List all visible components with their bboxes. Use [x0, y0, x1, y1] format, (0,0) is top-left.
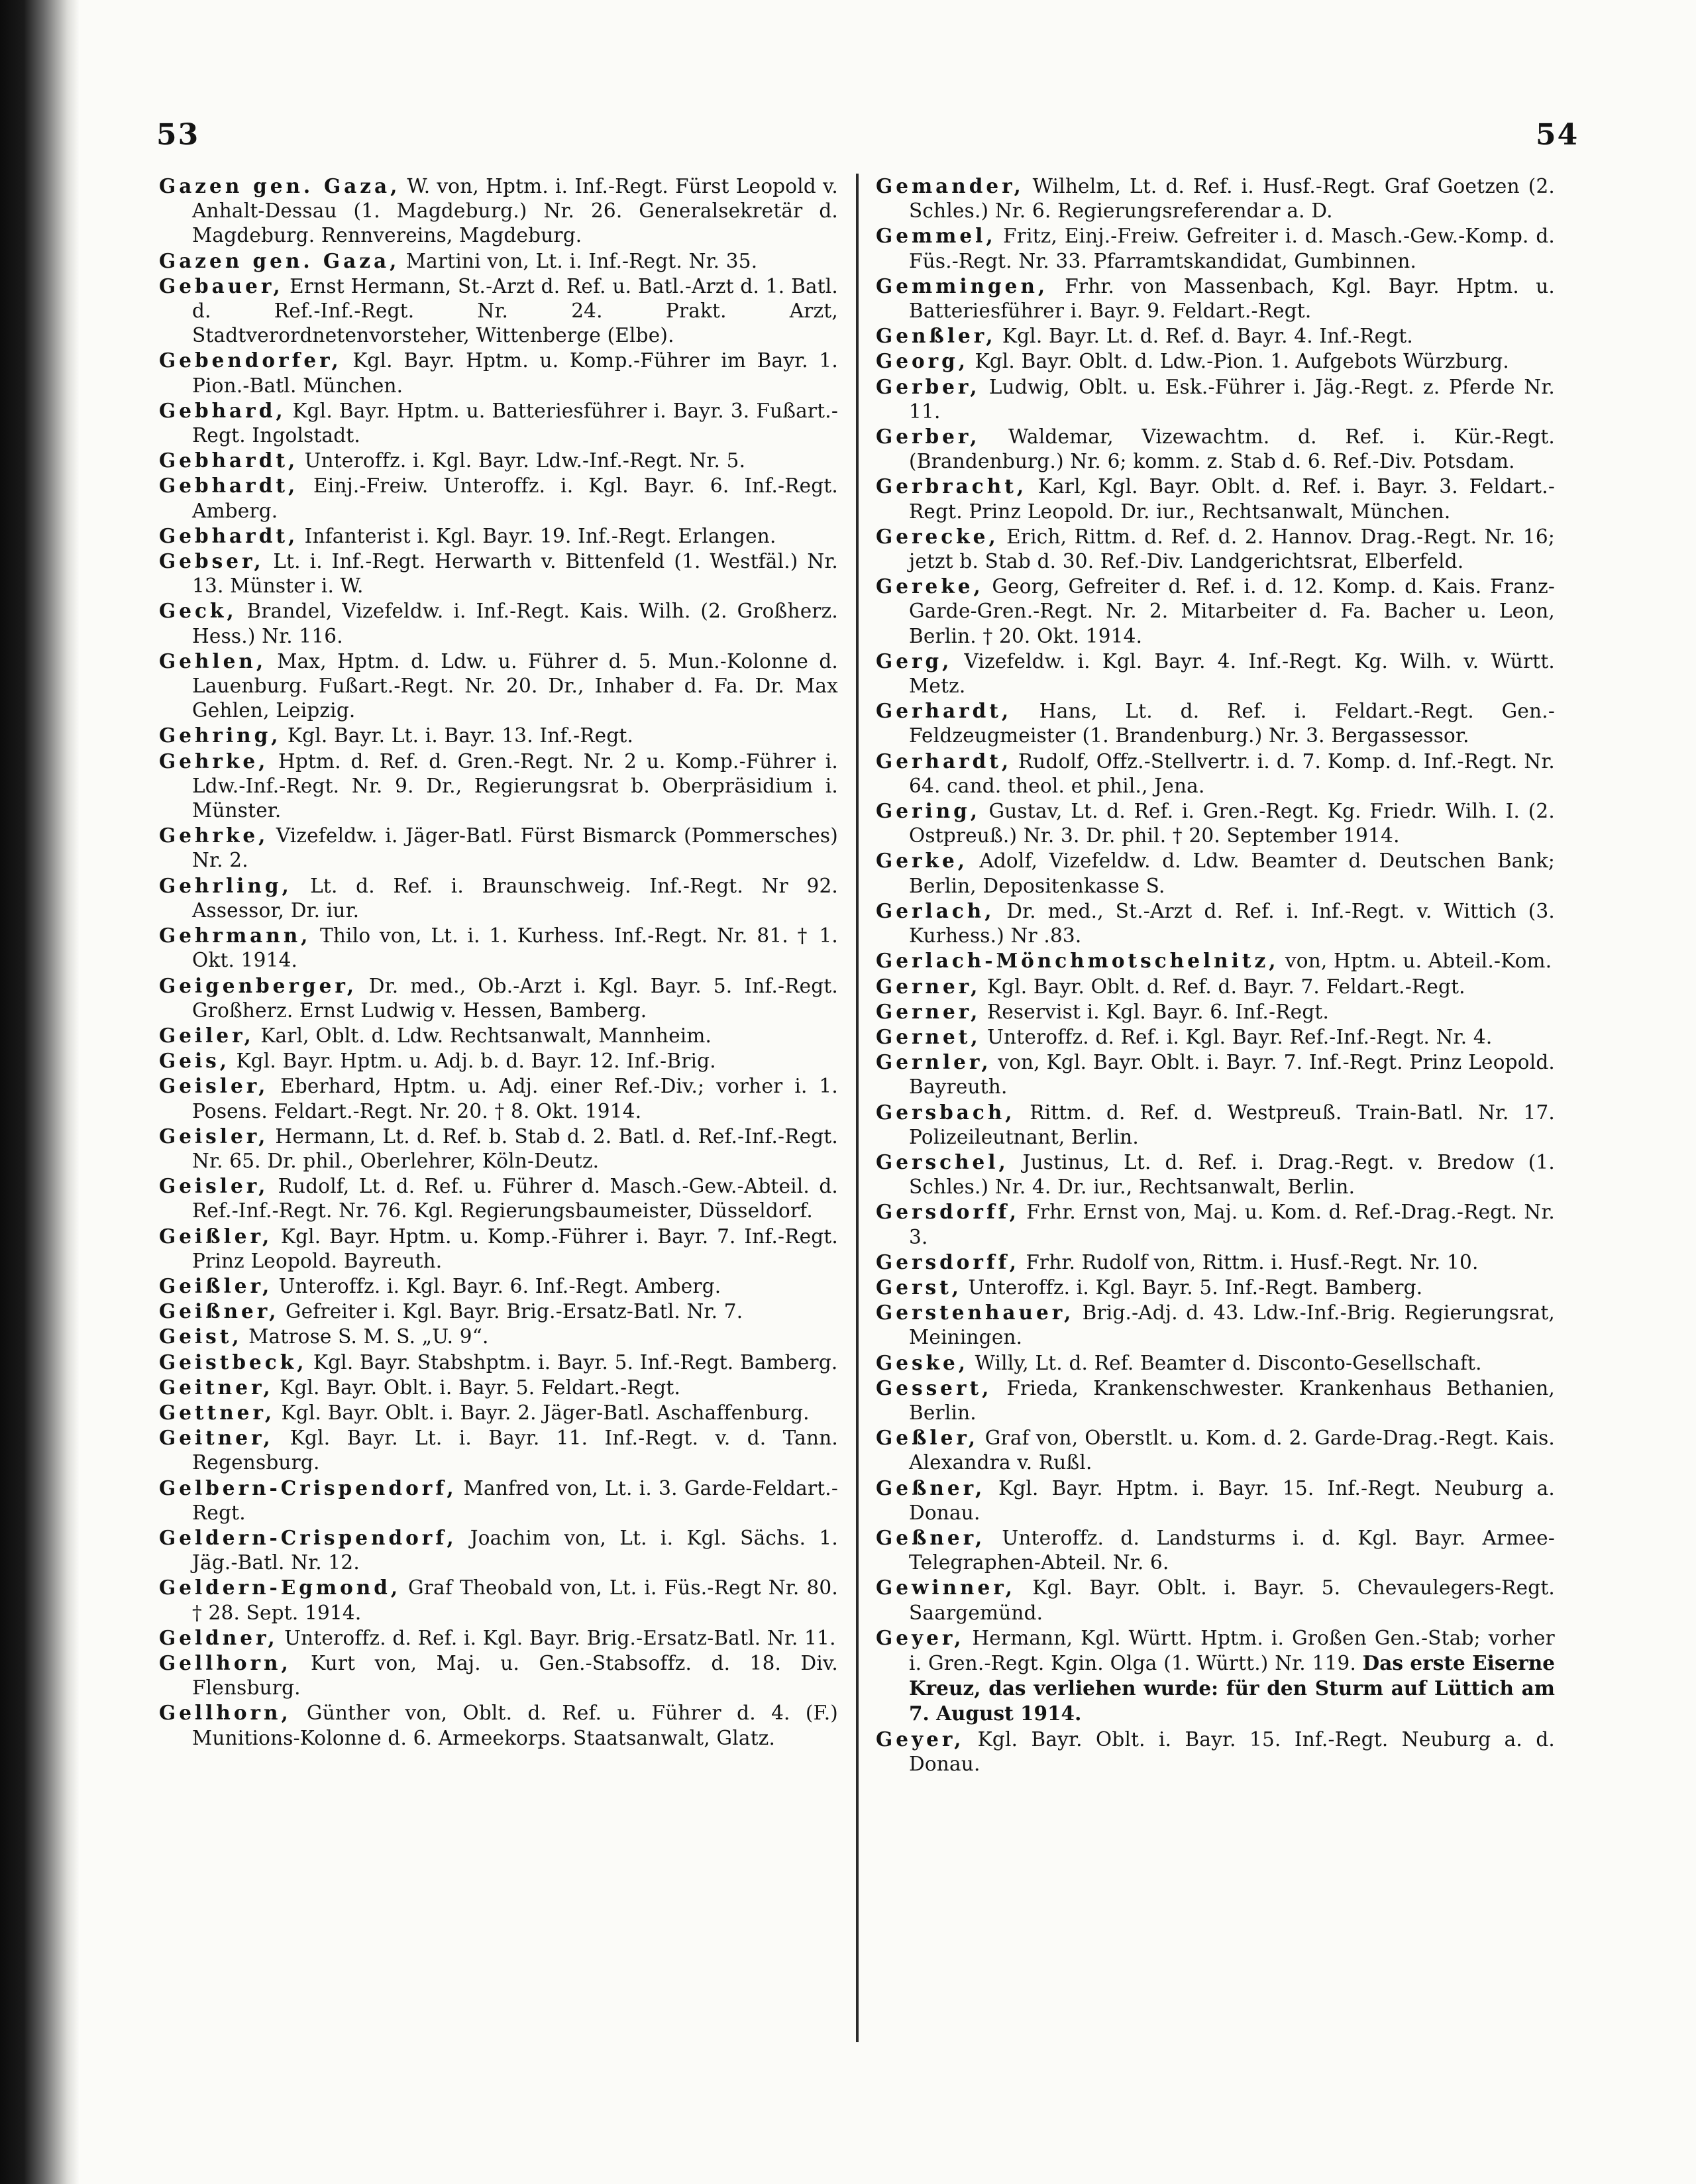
- entry-details: Frhr. Rudolf von, Rittm. i. Husf.-Regt. Nr. 10.: [1026, 1250, 1479, 1274]
- entry-surname: Geisler,: [159, 1124, 269, 1148]
- binding-shadow: [0, 0, 80, 2184]
- entry-details: Kgl. Bayr. Oblt. i. Bayr. 2. Jäger-Batl. Aschaffenburg.: [281, 1401, 810, 1424]
- entry-surname: Gerber,: [876, 374, 980, 398]
- entry-surname: Gebhard,: [159, 398, 286, 422]
- entry-surname: Gerhardt,: [876, 749, 1012, 773]
- directory-entry: [159, 1476, 838, 1525]
- directory-entry: [876, 1250, 1555, 1275]
- directory-entry: [159, 348, 838, 398]
- entry-surname: Gerst,: [876, 1275, 963, 1299]
- entry-details: von, Kgl. Bayr. Oblt. i. Bayr. 7. Inf.-Regt. Prinz Leopold. Bayreuth.: [909, 1051, 1555, 1099]
- entry-surname: Gehring,: [159, 724, 282, 747]
- entry-details: Gefreiter i. Kgl. Bayr. Brig.-Ersatz-Batl. Nr. 7.: [285, 1300, 743, 1323]
- directory-entry: [876, 1100, 1555, 1150]
- entry-surname: Gehrmann,: [159, 924, 311, 948]
- entry-details: Wilhelm, Lt. d. Ref. i. Husf.-Regt. Graf Goetzen (2. Schles.) Nr. 6. Regierungsreferendar a. D.: [909, 175, 1555, 223]
- entry-details: Hans, Lt. d. Ref. i. Feldart.-Regt. Gen.-Feldzeugmeister (1. Brandenburg.) Nr. 3. Bergassessor.: [909, 700, 1555, 747]
- directory-entry: [159, 1299, 838, 1324]
- entry-details: Rudolf, Lt. d. Ref. u. Führer d. Masch.-Gew.-Abteil. d. Ref.-Inf.-Regt. Nr. 76. Kgl. Regierungsbaumeister, Düsseldorf.: [192, 1175, 838, 1223]
- entry-details: Kgl. Bayr. Hptm. u. Adj. b. d. Bayr. 12. Inf.-Brig.: [236, 1050, 716, 1073]
- entry-surname: Geis,: [159, 1049, 231, 1073]
- directory-entry: [876, 1024, 1555, 1050]
- directory-entry: [876, 524, 1555, 574]
- directory-entry: [876, 323, 1555, 349]
- entry-details: Einj.-Freiw. Unteroffz. i. Kgl. Bayr. 6. Inf.-Regt. Amberg.: [192, 474, 838, 522]
- entry-surname: Gereke,: [876, 574, 984, 598]
- entry-details: Dr. med., St.-Arzt d. Ref. i. Inf.-Regt. v. Wittich (3. Kurhess.) Nr .83.: [909, 899, 1555, 948]
- entry-surname: Gerg,: [876, 649, 953, 673]
- directory-entry: [159, 723, 838, 748]
- entry-details: Hermann, Kgl. Württ. Hptm. i. Großen Gen.-Stab; vorher i. Gren.-Regt. Kgin. Olga (1. Württ.) Nr. 119.: [909, 1626, 1555, 1674]
- directory-entry: [876, 374, 1555, 424]
- directory-entry: [876, 1199, 1555, 1249]
- entry-surname: Gebhardt,: [159, 449, 299, 472]
- entry-surname: Gettner,: [159, 1400, 276, 1424]
- entry-details: Gustav, Lt. d. Ref. i. Gren.-Regt. Kg. Friedr. Wilh. I. (2. Ostpreuß.) Nr. 3. Dr. phil. † 20. September 1914.: [909, 800, 1555, 847]
- entry-details: Vizefeldw. i. Kgl. Bayr. 4. Inf.-Regt. Kg. Wilh. v. Württ. Metz.: [909, 649, 1555, 698]
- directory-entry: [876, 749, 1555, 798]
- page-number-left: 53: [156, 118, 200, 152]
- entry-surname: Gellhorn,: [159, 1701, 292, 1725]
- directory-entry: [159, 1274, 838, 1299]
- entry-surname: Geißler,: [159, 1224, 273, 1248]
- entry-details: Frhr. von Massenbach, Kgl. Bayr. Hptm. u. Batteriesführer i. Bayr. 9. Feldart.-Regt.: [909, 274, 1555, 323]
- entry-details: Frhr. Ernst von, Maj. u. Kom. d. Ref.-Drag.-Regt. Nr. 3.: [909, 1201, 1555, 1248]
- directory-entry: [159, 749, 838, 824]
- entry-surname: Gebhardt,: [159, 474, 299, 498]
- entry-surname: Gelbern-Crispendorf,: [159, 1476, 457, 1500]
- entry-surname: Gehlen,: [159, 649, 267, 673]
- entry-details: Graf Theobald von, Lt. i. Füs.-Regt Nr. 80. † 28. Sept. 1914.: [192, 1576, 838, 1624]
- directory-entry: [159, 1625, 838, 1651]
- entry-details: Ernst Hermann, St.-Arzt d. Ref. u. Batl.-Arzt d. 1. Batl. d. Ref.-Inf.-Regt. Nr. 24. Prakt. Arzt, Stadtverordnetenvorsteher, Wittenberge (Elbe).: [192, 274, 838, 347]
- entry-surname: Geldern-Egmond,: [159, 1576, 401, 1600]
- entry-details: von, Hptm. u. Abteil.-Kom.: [1285, 950, 1552, 973]
- entry-details: Kgl. Bayr. Oblt. d. Ref. d. Bayr. 7. Feldart.-Regt.: [986, 975, 1465, 998]
- directory-entry: [159, 1400, 838, 1425]
- entry-details: Unteroffz. i. Kgl. Bayr. 5. Inf.-Regt. Bamberg.: [968, 1276, 1423, 1299]
- entry-surname: Geyer,: [876, 1727, 965, 1751]
- entry-details: Fritz, Einj.-Freiw. Gefreiter i. d. Masch.-Gew.-Komp. d. Füs.-Regt. Nr. 33. Pfarramtskandidat, Gumbinnen.: [909, 225, 1555, 272]
- page-number-right: 54: [1536, 118, 1579, 152]
- entry-details: Rudolf, Offz.-Stellvertr. i. d. 7. Komp. d. Inf.-Regt. Nr. 64. cand. theol. et phil., Jena.: [909, 749, 1555, 797]
- entry-surname: Geske,: [876, 1350, 969, 1374]
- entry-details: Frieda, Krankenschwester. Krankenhaus Bethanien, Berlin.: [909, 1376, 1555, 1424]
- entry-details: Kgl. Bayr. Oblt. i. Bayr. 15. Inf.-Regt. Neuburg a. d. Donau.: [909, 1727, 1555, 1775]
- directory-entry: [876, 649, 1555, 698]
- directory-entry: [876, 999, 1555, 1024]
- entry-surname: Gessert,: [876, 1376, 992, 1399]
- directory-entry: [159, 1350, 838, 1375]
- entry-details: Graf von, Oberstlt. u. Kom. d. 2. Garde-Drag.-Regt. Kais. Alexandra v. Rußl.: [909, 1427, 1555, 1474]
- entry-surname: Georg,: [876, 349, 969, 373]
- directory-entry: [876, 223, 1555, 273]
- entry-surname: Geßner,: [876, 1525, 986, 1549]
- entry-details: Matrose S. M. S. „U. 9“.: [248, 1325, 489, 1348]
- entry-surname: Geck,: [159, 599, 237, 623]
- directory-entry: [876, 474, 1555, 523]
- directory-entry: [159, 973, 838, 1023]
- entry-surname: Geigenberger,: [159, 973, 358, 997]
- entry-surname: Gernler,: [876, 1050, 992, 1074]
- entry-surname: Gerecke,: [876, 524, 999, 548]
- entry-surname: Gerlach,: [876, 899, 995, 922]
- entry-surname: Gazen gen. Gaza,: [159, 248, 400, 272]
- directory-entry: [159, 598, 838, 648]
- entry-details: Kgl. Bayr. Lt. i. Bayr. 11. Inf.-Regt. v. d. Tann. Regensburg.: [192, 1427, 838, 1474]
- directory-entry: [876, 1150, 1555, 1199]
- directory-entry: [159, 248, 838, 274]
- entry-surname: Gersdorff,: [876, 1200, 1020, 1224]
- entry-surname: Gerke,: [876, 849, 968, 873]
- directory-entry: [159, 174, 838, 248]
- entry-details: Joachim von, Lt. i. Kgl. Sächs. 1. Jäg.-Batl. Nr. 12.: [192, 1526, 838, 1574]
- entry-details: Kgl. Bayr. Oblt. d. Ldw.-Pion. 1. Aufgebots Würzburg.: [975, 350, 1509, 373]
- directory-entry: [159, 1425, 838, 1475]
- entry-surname: Gersdorff,: [876, 1250, 1020, 1274]
- entry-surname: Gemmel,: [876, 224, 996, 248]
- directory-entry: [876, 1300, 1555, 1350]
- directory-entry: [876, 1425, 1555, 1475]
- entry-details: Lt. i. Inf.-Regt. Herwarth v. Bittenfeld (1. Westfäl.) Nr. 13. Münster i. W.: [192, 550, 838, 598]
- entry-surname: Geßler,: [876, 1426, 979, 1450]
- directory-entry: [876, 698, 1555, 748]
- entry-details: Hermann, Lt. d. Ref. b. Stab d. 2. Batl. d. Ref.-Inf.-Regt. Nr. 65. Dr. phil., Oberlehrer, Köln-Deutz.: [192, 1124, 838, 1172]
- entry-surname: Geßner,: [876, 1476, 986, 1500]
- entry-surname: Gerhardt,: [876, 699, 1012, 723]
- entry-details: Kgl. Bayr. Hptm. u. Komp.-Führer i. Bayr. 7. Inf.-Regt. Prinz Leopold. Bayreuth.: [192, 1225, 838, 1272]
- entry-details: Justinus, Lt. d. Ref. i. Drag.-Regt. v. Bredow (1. Schles.) Nr. 4. Dr. iur., Rechtsanwalt, Berlin.: [909, 1150, 1555, 1199]
- directory-entry: [876, 1625, 1555, 1727]
- entry-surname: Geiler,: [159, 1023, 254, 1047]
- directory-entry: [159, 873, 838, 923]
- entry-details: Kgl. Bayr. Oblt. i. Bayr. 5. Chevaulegers-Regt. Saargemünd.: [909, 1576, 1555, 1624]
- entry-details: Kurt von, Maj. u. Gen.-Stabsoffz. d. 18. Div. Flensburg.: [192, 1651, 838, 1700]
- entry-details: Manfred von, Lt. i. 3. Garde-Feldart.-Regt.: [192, 1476, 838, 1524]
- entry-surname: Geisler,: [159, 1174, 269, 1198]
- entry-details: Infanterist i. Kgl. Bayr. 19. Inf.-Regt. Erlangen.: [304, 524, 776, 547]
- directory-entry: [159, 1023, 838, 1048]
- entry-details: Adolf, Vizefeldw. d. Ldw. Beamter d. Deutschen Bank; Berlin, Depositenkasse S.: [909, 849, 1555, 897]
- directory-entry: [159, 1073, 838, 1123]
- entry-details: Karl, Oblt. d. Ldw. Rechtsanwalt, Mannheim.: [260, 1024, 712, 1047]
- entry-surname: Gebendorfer,: [159, 349, 342, 372]
- column-divider: [856, 174, 859, 2042]
- directory-entry: [876, 899, 1555, 948]
- entry-surname: Gemmingen,: [876, 274, 1049, 298]
- directory-entry: [876, 974, 1555, 999]
- entry-surname: Genßler,: [876, 324, 996, 348]
- entry-surname: Gerner,: [876, 999, 981, 1023]
- entry-details: Reservist i. Kgl. Bayr. 6. Inf.-Regt.: [986, 1000, 1330, 1023]
- entry-details: Karl, Kgl. Bayr. Oblt. d. Ref. i. Bayr. 3. Feldart.-Regt. Prinz Leopold. Dr. iur., Rechtsanwalt, München.: [909, 475, 1555, 523]
- directory-entry: [876, 948, 1555, 973]
- entry-surname: Gerbracht,: [876, 474, 1028, 498]
- directory-entry: [876, 848, 1555, 898]
- entry-details: Kgl. Bayr. Hptm. u. Batteriesführer i. Bayr. 3. Fußart.-Regt. Ingolstadt.: [192, 399, 838, 447]
- entry-details: Unteroffz. d. Ref. i. Kgl. Bayr. Brig.-Ersatz-Batl. Nr. 11.: [284, 1626, 836, 1649]
- entry-surname: Gewinner,: [876, 1576, 1016, 1600]
- directory-entry: [159, 1375, 838, 1400]
- entry-surname: Gemander,: [876, 174, 1024, 197]
- entry-surname: Gehrling,: [159, 873, 292, 897]
- entry-surname: Geisler,: [159, 1074, 269, 1098]
- entry-note: Das erste Eiserne Kreuz, das verliehen wurde: für den Sturm auf Lüttich am 7. August 1914.: [909, 1651, 1555, 1725]
- entry-surname: Geißner,: [159, 1299, 280, 1323]
- entry-details: Willy, Lt. d. Ref. Beamter d. Disconto-Gesellschaft.: [975, 1351, 1482, 1374]
- directory-entry: [876, 574, 1555, 649]
- directory-entry: [159, 1124, 838, 1174]
- entry-details: Waldemar, Vizewachtm. d. Ref. i. Kür.-Regt. (Brandenburg.) Nr. 6; komm. z. Stab d. 6. Ref.-Div. Potsdam.: [909, 425, 1555, 473]
- entry-details: Kgl. Bayr. Lt. i. Bayr. 13. Inf.-Regt.: [287, 724, 634, 747]
- entry-details: Rittm. d. Ref. d. Westpreuß. Train-Batl. Nr. 17. Polizeileutnant, Berlin.: [909, 1101, 1555, 1148]
- entry-surname: Gersbach,: [876, 1100, 1016, 1124]
- entry-details: Dr. med., Ob.-Arzt i. Kgl. Bayr. 5. Inf.-Regt. Großherz. Ernst Ludwig v. Hessen, Bamberg.: [192, 974, 838, 1022]
- entry-details: Vizefeldw. i. Jäger-Batl. Fürst Bismarck (Pommersches) Nr. 2.: [192, 824, 838, 872]
- directory-entry: [159, 398, 838, 448]
- entry-details: Martini von, Lt. i. Inf.-Regt. Nr. 35.: [405, 249, 758, 272]
- left-column: [159, 174, 838, 1751]
- directory-entry: [876, 274, 1555, 323]
- directory-entry: [159, 1700, 838, 1750]
- entry-surname: Geldern-Crispendorf,: [159, 1525, 457, 1549]
- entry-surname: Gehrke,: [159, 749, 269, 773]
- directory-entry: [876, 1350, 1555, 1376]
- entry-details: Kgl. Bayr. Hptm. i. Bayr. 15. Inf.-Regt. Neuburg a. Donau.: [909, 1476, 1555, 1524]
- directory-entry: [876, 798, 1555, 848]
- directory-entry: [876, 1575, 1555, 1625]
- entry-surname: Gering,: [876, 799, 981, 823]
- entry-details: Brig.-Adj. d. 43. Ldw.-Inf.-Brig. Regierungsrat, Meiningen.: [909, 1301, 1555, 1349]
- directory-entry: [159, 523, 838, 549]
- entry-surname: Gebauer,: [159, 274, 284, 298]
- entry-details: Kgl. Bayr. Oblt. i. Bayr. 5. Feldart.-Regt.: [280, 1376, 681, 1399]
- entry-surname: Geistbeck,: [159, 1350, 307, 1374]
- directory-entry: [159, 1324, 838, 1349]
- directory-entry: [159, 1174, 838, 1223]
- entry-details: Kgl. Bayr. Lt. d. Ref. d. Bayr. 4. Inf.-Regt.: [1002, 325, 1414, 348]
- entry-surname: Gerschel,: [876, 1150, 1009, 1174]
- entry-surname: Geyer,: [876, 1625, 965, 1649]
- directory-entry: [159, 1224, 838, 1274]
- entry-surname: Geitner,: [159, 1375, 274, 1399]
- entry-details: Max, Hptm. d. Ldw. u. Führer d. 5. Mun.-Kolonne d. Lauenburg. Fußart.-Regt. Nr. 20. Dr., Inhaber d. Fa. Dr. Max Gehlen, Leipzig.: [192, 649, 838, 722]
- directory-entry: [159, 473, 838, 523]
- entry-details: Unteroffz. i. Kgl. Bayr. Ldw.-Inf.-Regt. Nr. 5.: [304, 449, 746, 472]
- entry-surname: Gebhardt,: [159, 523, 299, 547]
- entry-details: Unteroffz. i. Kgl. Bayr. 6. Inf.-Regt. Amberg.: [278, 1274, 721, 1297]
- directory-entry: [159, 549, 838, 598]
- entry-surname: Gernet,: [876, 1024, 981, 1048]
- directory-entry: [159, 1525, 838, 1575]
- directory-entry: [159, 448, 838, 473]
- entry-details: Ludwig, Oblt. u. Esk.-Führer i. Jäg.-Regt. z. Pferde Nr. 11.: [909, 375, 1555, 423]
- entry-details: Kgl. Bayr. Hptm. u. Komp.-Führer im Bayr. 1. Pion.-Batl. München.: [192, 349, 838, 397]
- entry-details: Eberhard, Hptm. u. Adj. einer Ref.-Div.; vorher i. 1. Posens. Feldart.-Regt. Nr. 20. † 8. Okt. 1914.: [192, 1075, 838, 1122]
- entry-details: Brandel, Vizefeldw. i. Inf.-Regt. Kais. Wilh. (2. Großherz. Hess.) Nr. 116.: [192, 600, 839, 647]
- entry-details: Erich, Rittm. d. Ref. d. 2. Hannov. Drag.-Regt. Nr. 16; jetzt b. Stab d. 30. Ref.-Div. Landgerichtsrat, Elberfeld.: [909, 525, 1555, 573]
- entry-surname: Gazen gen. Gaza,: [159, 174, 401, 197]
- entry-surname: Gebser,: [159, 549, 264, 573]
- right-column: [876, 174, 1555, 1776]
- entry-surname: Gehrke,: [159, 824, 269, 847]
- directory-entry: [876, 1727, 1555, 1776]
- directory-entry: [159, 1575, 838, 1625]
- entry-surname: Geißler,: [159, 1274, 273, 1297]
- entry-details: Kgl. Bayr. Stabshptm. i. Bayr. 5. Inf.-Regt. Bamberg.: [313, 1350, 838, 1374]
- entry-details: Georg, Gefreiter d. Ref. i. d. 12. Komp. d. Kais. Franz-Garde-Gren.-Regt. Nr. 2. Mitarbeiter d. Fa. Bacher u. Leon, Berlin. † 20. Okt. 1914.: [909, 575, 1555, 647]
- entry-details: Unteroffz. d. Landsturms i. d. Kgl. Bayr. Armee-Telegraphen-Abteil. Nr. 6.: [909, 1526, 1555, 1574]
- entry-surname: Gerlach-Mönchmotschelnitz,: [876, 949, 1279, 973]
- entry-details: Günther von, Oblt. d. Ref. u. Führer d. 4. (F.) Munitions-Kolonne d. 6. Armeekorps. Staatsanwalt, Glatz.: [192, 1702, 838, 1749]
- entry-surname: Geitner,: [159, 1426, 274, 1450]
- entry-surname: Geist,: [159, 1325, 242, 1348]
- entry-details: Thilo von, Lt. i. 1. Kurhess. Inf.-Regt. Nr. 81. † 1. Okt. 1914.: [192, 924, 838, 972]
- directory-entry: [159, 274, 838, 349]
- entry-surname: Gellhorn,: [159, 1651, 292, 1674]
- directory-entry: [876, 1275, 1555, 1300]
- directory-entry: [159, 1048, 838, 1073]
- directory-entry: [876, 174, 1555, 223]
- directory-entry: [876, 1525, 1555, 1575]
- directory-entry: [159, 823, 838, 873]
- entry-surname: Geldner,: [159, 1625, 278, 1649]
- directory-entry: [159, 923, 838, 973]
- entry-details: Hptm. d. Ref. d. Gren.-Regt. Nr. 2 u. Komp.-Führer i. Ldw.-Inf.-Regt. Nr. 9. Dr., Regierungsrat b. Oberpräsidium i. Münster.: [192, 749, 838, 822]
- directory-entry: [876, 1376, 1555, 1425]
- entry-details: W. von, Hptm. i. Inf.-Regt. Fürst Leopold v. Anhalt-Dessau (1. Magdeburg.) Nr. 26. Generalsekretär d. Magdeburg. Rennvereins, Magdeburg.: [192, 175, 838, 247]
- directory-entry: [876, 1050, 1555, 1099]
- directory-entry: [876, 424, 1555, 474]
- entry-surname: Gerber,: [876, 425, 980, 449]
- directory-entry: [159, 649, 838, 724]
- entry-details: Unteroffz. d. Ref. i. Kgl. Bayr. Ref.-Inf.-Regt. Nr. 4.: [987, 1025, 1493, 1048]
- directory-entry: [876, 349, 1555, 374]
- entry-surname: Gerner,: [876, 974, 981, 998]
- entry-surname: Gerstenhauer,: [876, 1301, 1075, 1325]
- directory-entry: [876, 1476, 1555, 1525]
- directory-entry: [159, 1651, 838, 1700]
- entry-details: Lt. d. Ref. i. Braunschweig. Inf.-Regt. Nr 92. Assessor, Dr. iur.: [192, 874, 838, 922]
